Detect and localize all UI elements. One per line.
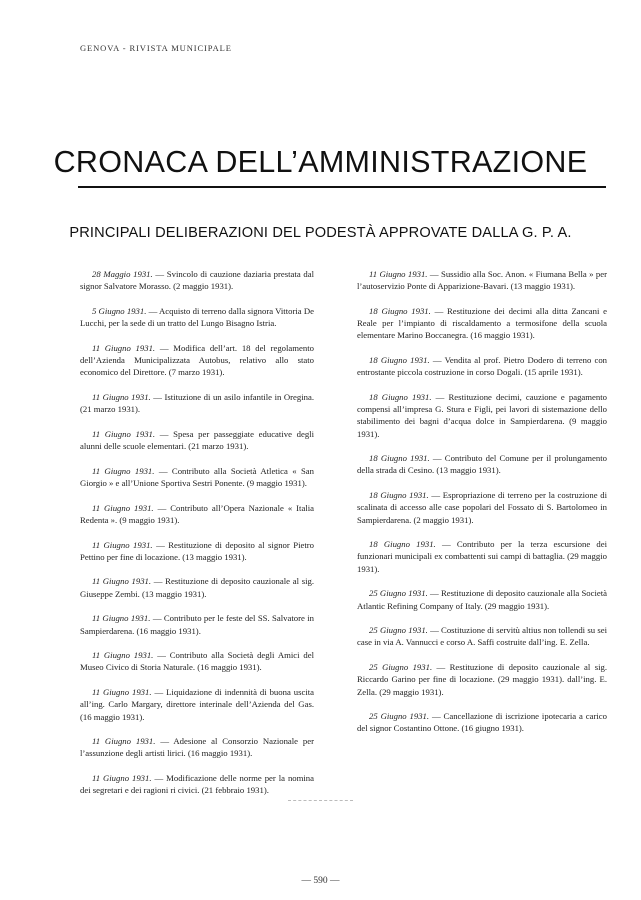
title-underline <box>78 186 606 188</box>
entry <box>357 624 607 648</box>
entry-date: 18 Giugno 1931. <box>369 305 431 316</box>
entry-date: 11 Giugno 1931. <box>92 687 152 698</box>
left-column <box>80 268 314 809</box>
entry <box>357 268 607 292</box>
entry <box>80 686 314 723</box>
entry-text: — Modifica dell’art. 18 del regolamento dell’Azienda Municipalizzata Autobus, relativo allo stato economico del Direttore. (7 marzo 1931). <box>80 342 314 378</box>
entry-text: — Restituzione di deposito al signor Pietro Pettino per fine di locazione. (13 maggio 1931). <box>80 539 315 562</box>
entry-text: — Cancellazione di iscrizione ipotecaria a carico del signor Costantino Ottone. (16 giugno 1931). <box>357 711 608 734</box>
right-column <box>357 268 607 747</box>
entry-text: — Contributo alla Società Atletica « San Giorgio » e all’Unione Sportiva Sestri Ponente. (9 maggio 1931). <box>80 465 314 488</box>
entry-text: — Contributo del Comune per il prolungamento della strada di Cesino. (13 maggio 1931). <box>357 453 608 476</box>
entry-date: 25 Giugno 1931. <box>369 625 428 636</box>
page-number: — 590 — <box>301 876 340 886</box>
entry-date: 11 Giugno 1931. <box>92 576 152 587</box>
entry-date: 28 Maggio 1931. <box>92 269 153 279</box>
entry-date: 11 Giugno 1931. <box>92 391 151 402</box>
entry <box>80 305 314 329</box>
entry-date: 11 Giugno 1931. <box>92 613 151 624</box>
entry-text: — Istituzione di un asilo infantile in Oregina. (21 marzo 1931). <box>80 391 315 415</box>
entry-date: 11 Giugno 1931. <box>92 539 153 550</box>
entry-date: 18 Giugno 1931. <box>369 539 436 550</box>
entry-date: 25 Giugno 1931. <box>369 711 430 722</box>
entry <box>357 354 607 378</box>
entry-text: — Restituzione decimi, cauzione e pagamento compensi all’impresa G. Stura e Figli, pei lavori di sistemazione dello stabilimento dei bagni d’acqua dolce in Sampierdarena. (9 maggio 1931). <box>357 391 607 439</box>
entry-text: — Acquisto di terreno dalla signora Vittoria De Lucchi, per la sede di un tratto del Lungo Bisagno Istria. <box>80 305 314 329</box>
page-title: CRONACA DELL’AMMINISTRAZIONE <box>53 145 588 179</box>
entry-date: 18 Giugno 1931. <box>369 490 429 501</box>
entry <box>80 575 314 599</box>
entry <box>357 661 607 698</box>
entry <box>80 428 314 452</box>
entry-date: 11 Giugno 1931. <box>92 773 152 784</box>
section-subtitle: PRINCIPALI DELIBERAZIONI DEL PODESTÀ APPROVATE DALLA G. P. A. <box>69 225 572 241</box>
entry-text: — Costituzione di servitù altius non tollendi su sei case in via A. Vannucci e corso A. Saffi costruite dall’ing. E. Zella. <box>357 625 607 648</box>
entry-text: — Liquidazione di indennità di buona uscita all’ing. Carlo Margary, direttore interinale dell’Azienda del Gas. (16 maggio 1931). <box>80 687 315 722</box>
entry-date: 18 Giugno 1931. <box>369 453 430 464</box>
entry-text: — Vendita al prof. Pietro Dodero di terreno con entrostante piccola costruzione in corso Dogali. (15 aprile 1931). <box>357 355 608 378</box>
running-head: GENOVA - RIVISTA MUNICIPALE <box>80 43 232 53</box>
entry-text: — Restituzione di deposito cauzionale al sig. Riccardo Garino per fine di locazione. (29 maggio 1931). dall’ing. E. Zella. (29 maggio 1931). <box>357 662 608 697</box>
footer-divider <box>288 800 353 801</box>
entry-date: 5 Giugno 1931. <box>92 305 147 316</box>
entry <box>357 710 607 734</box>
entry <box>80 772 314 796</box>
entry <box>80 612 314 636</box>
entry-text: — Sussidio alla Soc. Anon. « Fiumana Bella » per l’autoservizio Ponte di Apparizione-Bavari. (13 maggio 1931). <box>357 269 608 292</box>
entry-date: 18 Giugno 1931. <box>369 355 430 366</box>
entry <box>80 342 314 379</box>
entry <box>357 538 607 575</box>
entry-date: 18 Giugno 1931. <box>369 391 432 402</box>
entry-date: 11 Giugno 1931. <box>92 428 156 439</box>
entry-date: 11 Giugno 1931. <box>92 650 154 661</box>
entry <box>357 305 607 342</box>
entry <box>357 452 607 476</box>
entry <box>357 391 607 440</box>
entry-date: 25 Giugno 1931. <box>369 662 433 673</box>
entry-text: — Spesa per passeggiate educative degli alunni delle scuole elementari. (21 marzo 1931). <box>80 428 315 452</box>
entry-text: — Restituzione di deposito cauzionale al sig. Giuseppe Zembi. (13 maggio 1931). <box>80 576 315 599</box>
entry-text: — Svincolo di cauzione daziaria prestata dal signor Salvatore Morasso. (2 maggio 1931). <box>80 269 314 292</box>
entry <box>357 489 607 526</box>
entry-text: — Espropriazione di terreno per la costruzione di scalinata di accesso alle case popolari del Fossato di S. Bartolomeo in Sampierdarena. (2 maggio 1931). <box>357 490 608 525</box>
entry-date: 25 Giugno 1931. <box>369 588 428 599</box>
entry <box>80 735 314 759</box>
entry-date: 11 Giugno 1931. <box>92 736 156 747</box>
entry <box>80 268 314 292</box>
entry-text: — Contributo alla Società degli Amici del Museo Civico di Storia Naturale. (16 maggio 1931). <box>80 650 314 673</box>
entry <box>80 649 314 673</box>
entry-date: 11 Giugno 1931. <box>92 502 154 513</box>
entry-date: 11 Giugno 1931. <box>92 342 156 353</box>
entry <box>80 391 314 415</box>
entry-text: — Adesione al Consorzio Nazionale per l’assunzione degli artisti lirici. (16 maggio 1931). <box>80 736 315 759</box>
entry <box>357 587 607 611</box>
entry-date: 11 Giugno 1931. <box>369 269 428 279</box>
entry <box>80 539 314 563</box>
entry-date: 11 Giugno 1931. <box>92 465 155 476</box>
entry-text: — Restituzione di deposito cauzionale alla Società Atlantic Refining Company of Italy. (29 maggio 1931). <box>357 588 608 611</box>
entry-text: — Contributo all’Opera Nazionale « Italia Redenta ». (9 maggio 1931). <box>80 502 315 525</box>
entry-text: — Modificazione delle norme per la nomina dei segretari e dei ragioni ri civici. (21 febbraio 1931). <box>80 773 315 796</box>
entry-text: — Restituzione dei decimi alla ditta Zancani e Reale per l’impianto di riscaldamento a termosifone della scuola elementare Marino Boccanegra. (16 maggio 1931). <box>357 305 608 341</box>
entry-text: — Contributo per le feste del SS. Salvatore in Sampierdarena. (16 maggio 1931). <box>80 613 315 636</box>
entry <box>80 465 314 489</box>
entry-text: — Contributo per la terza escursione dei funzionari municipali ex combattenti sui campi di battaglia. (29 maggio 1931). <box>357 539 608 574</box>
entry <box>80 502 314 526</box>
